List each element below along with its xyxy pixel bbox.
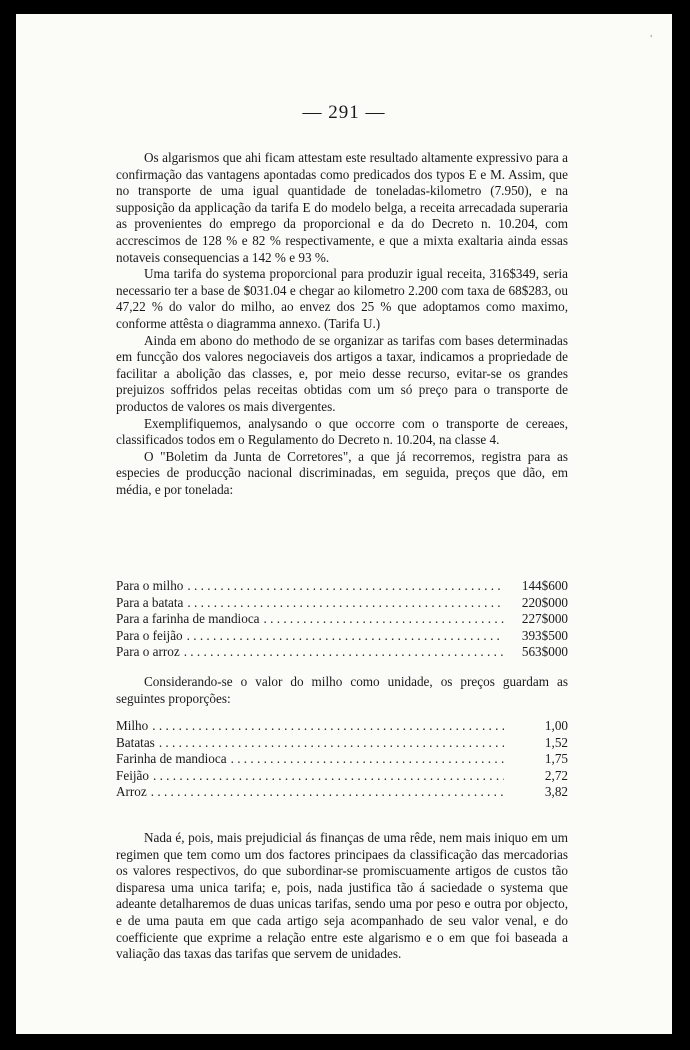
row-label: Batatas: [116, 734, 155, 750]
leader-dots: [151, 784, 504, 801]
leader-dots: [152, 718, 504, 735]
row-value: 220$000: [521, 594, 568, 610]
row-label: Para o feijão: [116, 627, 183, 643]
table-row: [116, 784, 568, 801]
body-text-bottom: [116, 830, 568, 963]
leader-dots: [187, 578, 504, 595]
paragraph: O "Boletim da Junta de Corretores", a que já recorremos, registra para as especies de producção nacional discriminadas, em seguida, preços que dão, em média, e por tonelada:: [116, 448, 568, 497]
table-row: [116, 644, 568, 661]
row-value: 393$500: [521, 627, 568, 643]
row-label: Feijão: [116, 767, 149, 783]
paragraph: Nada é, pois, mais prejudicial ás finanças de uma rêde, nem mais iniquo em um regimen que tem como um dos factores principaes da classificação das mercadorias os valores respectivos, do que subordinar-se promiscuamente artigos de custos tão disparesa uma unica tarifa; e, pois, nada justifica tão á saciedade o systema que adeante detalharemos de duas unicas tarifas, sendo uma por peso e outra por objecto, e de uma pauta em que cada artigo seja acompanhado de seu valor venal, e do coefficiente que exprime a relação entre este algarismo e o em que foi baseada a valiação das taxas das tarifas que servem de unidades.: [116, 830, 568, 962]
leader-dots: [187, 628, 504, 645]
table-row: [116, 578, 568, 595]
paragraph: Considerando-se o valor do milho como unidade, os preços guardam as seguintes proporções:: [116, 674, 568, 706]
table-row: [116, 735, 568, 752]
table-row: [116, 595, 568, 612]
row-value: 1,00: [544, 718, 568, 733]
leader-dots: [187, 595, 504, 612]
price-table: [116, 578, 568, 661]
table-row: [116, 718, 568, 735]
row-label: Arroz: [116, 784, 147, 800]
row-label: Para a farinha de mandioca: [116, 611, 260, 627]
paragraph: Ainda em abono do methodo de se organizar as tarifas com bases determinadas em funcção dos valores negociaveis dos artigos a taxar, indicamos a propriedade de facilitar a abolição das classes, e, por meio desse recurso, evitar-se os grandes prejuizos soffridos pelas receitas obtidas com um só preço para o transporte de productos de valores os mais divergentes.: [116, 332, 568, 414]
row-label: Para o arroz: [116, 644, 180, 660]
row-value: 563$000: [521, 644, 568, 660]
page-number: — 291 —: [302, 102, 386, 123]
row-label: Para o milho: [116, 578, 184, 593]
table-row: [116, 628, 568, 645]
row-value: 3,82: [544, 784, 568, 800]
table-row: [116, 751, 568, 768]
ratio-table: [116, 718, 568, 801]
leader-dots: [231, 751, 504, 768]
row-label: Para a batata: [116, 594, 184, 610]
table-row: [116, 768, 568, 785]
row-value: 144$600: [521, 578, 568, 593]
document-page: [16, 14, 672, 1034]
row-value: 2,72: [544, 767, 568, 783]
body-text-top: [116, 150, 568, 498]
leader-dots: [264, 611, 504, 628]
row-value: 227$000: [521, 611, 568, 627]
leader-dots: [153, 768, 504, 785]
leader-dots: [159, 735, 504, 752]
row-label: Milho: [116, 718, 149, 733]
body-text-middle: [116, 674, 568, 707]
table-row: [116, 611, 568, 628]
paragraph: Exemplifiquemos, analysando o que occorre com o transporte de cereaes, classificados todos em o Regulamento do Decreto n. 10.204, na classe 4.: [116, 415, 568, 448]
edge-mark: ': [650, 34, 652, 45]
row-value: 1,75: [544, 751, 568, 767]
paragraph: Os algarismos que ahi ficam attestam este resultado altamente expressivo para a confirmação das vantagens apontadas como predicados dos typos E e M. Assim, que no transporte de uma igual quantidade de toneladas-kilometro (7.950), e na supposição da applicação da tarifa E do modelo belga, a receita arrecadada superaria as provenientes do emprego da proporcional e da do Decreto n. 10.204, com accrescimos de 128 % e 82 % respectivamente, e que a mixta exaltaria ainda essas notaveis consequencias a 142 % e 93 %.: [116, 150, 568, 265]
row-value: 1,52: [544, 734, 568, 750]
leader-dots: [184, 644, 504, 661]
row-label: Farinha de mandioca: [116, 751, 227, 767]
paragraph: Uma tarifa do systema proporcional para produzir igual receita, 316$349, seria necessario ter a base de $031.04 e chegar ao kilometro 2.200 com taxa de 68$283, ou 47,22 % do valor do milho, ao envez dos 25 % que adoptamos como maximo, conforme attêsta o diagramma annexo. (Tarifa U.): [116, 266, 568, 331]
